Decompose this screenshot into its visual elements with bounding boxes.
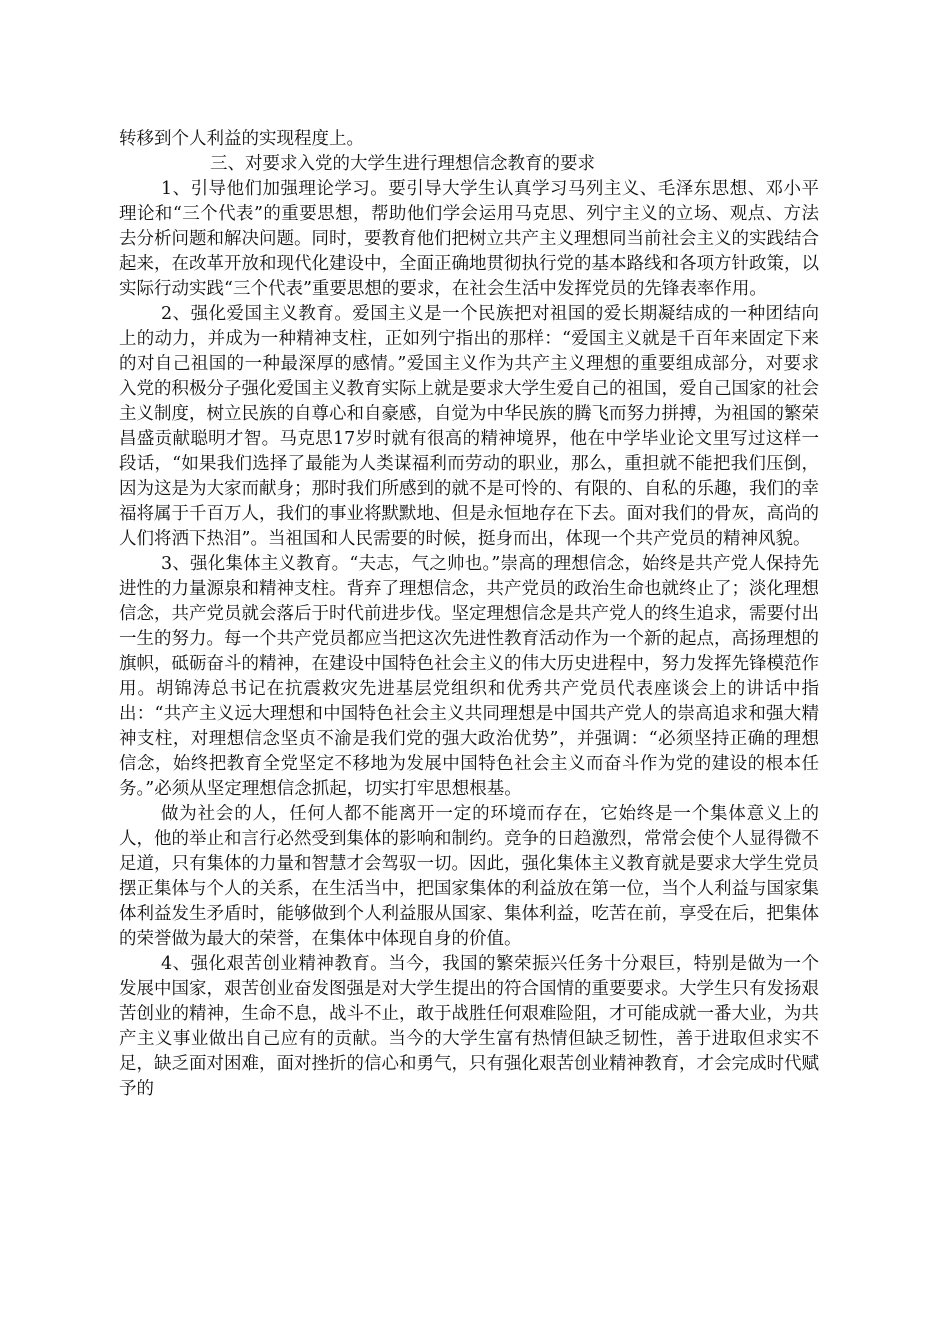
paragraph-social-person: 做为社会的人，任何人都不能离开一定的环境而存在，它始终是一个集体意义上的人，他的举止和言行必然受到集体的影响和制约。竞争的日趋激烈，常常会使个人显得微不足道，只有集体的力量和智慧才会驾驭一切。因此，强化集体主义教育就是要求大学生党员摆正集体与个人的关系，在生活当中，把国家集体的利益放在第一位，当个人利益与国家集体利益发生矛盾时，能够做到个人利益服从国家、集体利益，吃苦在前，享受在后，把集体的荣誉做为最大的荣誉，在集体中体现自身的价值。 — [119, 804, 819, 949]
document-body — [119, 127, 819, 1102]
paragraph-hard-work: 4、强化艰苦创业精神教育。当今，我国的繁荣振兴任务十分艰巨，特别是做为一个发展中国家，艰苦创业奋发图强是对大学生提出的符合国情的重要要求。大学生只有发扬艰苦创业的精神，生命不息，战斗不止，敢于战胜任何艰难险阻，才可能成就一番大业，为共产主义事业做出自己应有的贡献。当今的大学生富有热情但缺乏韧性，善于进取但求实不足，缺乏面对困难，面对挫折的信心和勇气，只有强化艰苦创业精神教育，才会完成时代赋予的 — [119, 954, 819, 1099]
paragraph-patriotism: 2、强化爱国主义教育。爱国主义是一个民族把对祖国的爱长期凝结成的一种团结向上的动力，并成为一种精神支柱，正如列宁指出的那样：“爱国主义就是千百年来固定下来的对自己祖国的一种最深厚的感情。”爱国主义作为共产主义理想的重要组成部分，对要求入党的积极分子强化爱国主义教育实际上就是要求大学生爱自己的祖国，爱自己国家的社会主义制度，树立民族的自尊心和自豪感，自觉为中华民族的腾飞而努力拼搏，为祖国的繁荣昌盛贡献聪明才智。马克思17岁时就有很高的精神境界，他在中学毕业论文里写过这样一段话，“如果我们选择了最能为人类谋福利而劳动的职业，那么，重担就不能把我们压倒，因为这是为大家而献身；那时我们所感到的就不是可怜的、有限的、自私的乐趣，我们的幸福将属于千百万人，我们的事业将默默地、但是永恒地存在下去。面对我们的骨灰，高尚的人们将洒下热泪”。当祖国和人民需要的时候，挺身而出，体现一个共产党员的精神风貌。 — [119, 304, 819, 549]
paragraph-theory-study: 1、引导他们加强理论学习。要引导大学生认真学习马列主义、毛泽东思想、邓小平理论和“三个代表”的重要思想，帮助他们学会运用马克思、列宁主义的立场、观点、方法去分析问题和解决问题。同时，要教育他们把树立共产主义理想同当前社会主义的实践结合起来，在改革开放和现代化建设中，全面正确地贯彻执行党的基本路线和各项方针政策，以实际行动实践“三个代表”重要思想的要求，在社会生活中发挥党员的先锋表率作用。 — [119, 179, 819, 299]
section-heading: 三、对要求入党的大学生进行理想信念教育的要求 — [210, 154, 595, 174]
paragraph-continuation: 转移到个人利益的实现程度上。 — [119, 129, 364, 149]
paragraph-collectivism: 3、强化集体主义教育。“夫志，气之帅也。”崇高的理想信念，始终是共产党人保持先进性的力量源泉和精神支柱。背弃了理想信念，共产党员的政治生命也就终止了；淡化理想信念，共产党员就会落后于时代前进步伐。坚定理想信念是共产党人的终生追求，需要付出一生的努力。每一个共产党员都应当把这次先进性教育活动作为一个新的起点，高扬理想的旗帜，砥砺奋斗的精神，在建设中国特色社会主义的伟大历史进程中，努力发挥先锋模范作用。胡锦涛总书记在抗震救灾先进基层党组织和优秀共产党员代表座谈会上的讲话中指出：“共产主义远大理想和中国特色社会主义共同理想是中国共产党人的崇高追求和强大精神支柱，对理想信念坚贞不渝是我们党的强大政治优势”，并强调：“必须坚持正确的理想信念，始终把教育全党坚定不移地为发展中国特色社会主义而奋斗作为党的建设的根本任务。”必须从坚定理想信念抓起，切实打牢思想根基。 — [119, 554, 819, 799]
